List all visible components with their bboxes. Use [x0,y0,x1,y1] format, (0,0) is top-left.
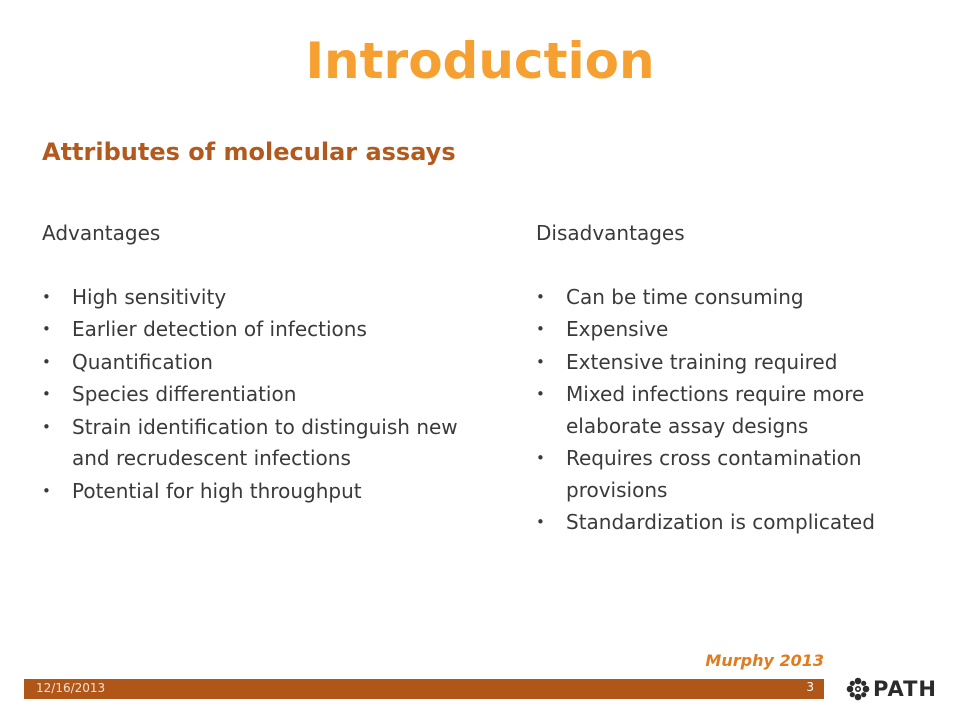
path-logo-icon [846,677,870,701]
advantages-column [42,218,462,507]
bullet-icon: • [536,287,545,306]
list-item [536,507,916,539]
list-item [42,379,462,411]
bullet-icon: • [536,320,545,338]
list-item-text: Can be time consuming [566,284,804,309]
slide-title: Introduction [305,32,655,90]
list-item-text: Requires cross contamination provisions [566,446,862,502]
list-item [42,314,462,346]
advantages-list [42,282,462,508]
list-item [536,347,916,379]
page-number: 3 [806,680,814,694]
list-item [42,412,462,475]
bullet-icon: • [536,352,545,371]
list-item-text: Earlier detection of infections [72,317,367,341]
slide-subtitle: Attributes of molecular assays [42,138,456,166]
list-item-text: Potential for high throughput [72,478,362,503]
bullet-icon: • [42,417,51,436]
disadvantages-heading: Disadvantages [536,221,685,245]
list-item [42,282,462,314]
advantages-heading: Advantages [42,221,161,245]
list-item [42,347,462,379]
list-item [536,282,916,314]
bullet-icon: • [536,449,545,467]
disadvantages-column [536,218,916,539]
bullet-icon: • [42,352,51,371]
bullet-icon: • [42,287,51,306]
footer-date: 12/16/2013 [36,681,106,695]
list-item-text: Quantification [72,349,213,374]
disadvantages-list [536,282,916,539]
path-logo-text: PATH [873,677,937,701]
list-item-text: Species differentiation [72,382,297,406]
list-item-text: Expensive [566,317,669,341]
list-item [536,379,916,442]
bullet-icon: • [536,513,545,531]
bullet-icon: • [42,320,51,338]
list-item-text: High sensitivity [72,284,227,309]
list-item [536,314,916,346]
list-item [536,443,916,506]
list-item-text: Strain identification to distinguish new and recrudescent infections [72,414,458,470]
bullet-icon: • [42,481,51,500]
path-logo [846,677,937,701]
list-item-text: Standardization is complicated [566,510,875,534]
footer-bar [24,679,824,699]
list-item-text: Mixed infections require more elaborate assay designs [566,382,865,438]
list-item-text: Extensive training required [566,349,838,374]
bullet-icon: • [536,385,545,403]
list-item [42,476,462,508]
citation: Murphy 2013 [705,651,824,670]
bullet-icon: • [42,385,51,403]
